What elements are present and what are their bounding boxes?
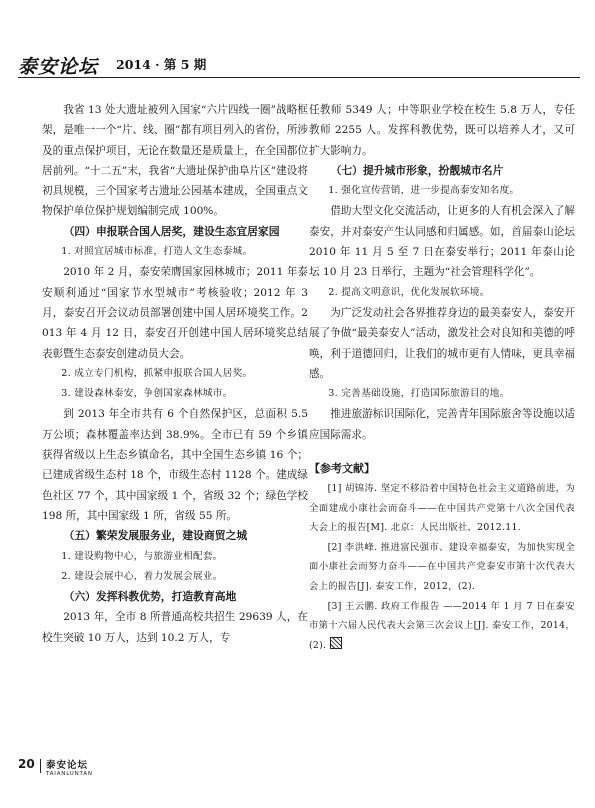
section-heading: （七）提升城市形象，扮靓城市名片 [330, 163, 504, 177]
left-column [42, 100, 308, 648]
subheading: 2. 提高文明意识，优化发展软环境。 [328, 286, 490, 298]
footer-brand-pinyin: TAIANLUNTAN [46, 771, 93, 777]
reference-item [309, 597, 575, 656]
subheading: 1. 建设购物中心，与旅游业相配套。 [61, 550, 223, 562]
journal-title: 泰安论坛 [18, 56, 99, 78]
subheading: 1. 对照宜居城市标准，打造人文生态泰城。 [61, 246, 253, 258]
subheading: 2. 建设会展中心，着力发展会展业。 [61, 570, 223, 582]
right-column [309, 100, 575, 655]
section-heading: （六）发挥科教优势，打造教育高地 [63, 590, 237, 604]
reference-text: [3] 王云鹏. 政府工作报告 ——2014 年 1 月 7 日在泰安市第十六届人民代表大会第三次会议上[J]. 泰安工作，2014，(2). [309, 600, 575, 651]
footer-divider [40, 759, 41, 773]
subheading: 3. 完善基础设施，打造国际旅游目的地。 [328, 388, 510, 400]
section-heading: （五）繁荣发展服务业，建设商贸之城 [63, 529, 248, 543]
paragraph: 为广泛发动社会各界推荐身边的最美泰安人，泰安开展了争做“最美泰安人”活动，激发社会对良知和美德的呼唤，利于道德回归，让我们的城市更有人情味，更具幸福感。 [309, 306, 575, 380]
subheading: 3. 建设森林泰安，争创国家森林城市。 [61, 388, 233, 400]
paragraph: 任教师 5349 人；中等职业学校在校生 5.8 万人，专任教师 2255 人。发挥科教优势，既可以培养人才，又可扩大影响力。 [309, 104, 575, 157]
paragraph: 2010 年 2 月，泰安荣膺国家园林城市；2011 年泰安顺利通过“国家节水型城市”考核验收；2012 年 3 月，泰安召开会议动员部署创建中国人居环境奖工作。2013 年 4 月 12 日，泰安召开创建中国人居环境奖总结表彰暨生态泰安创建动员大会。 [42, 266, 308, 360]
paragraph: 借助大型文化交流活动，让更多的人有机会深入了解泰安，并对泰安产生认同感和归属感。如，首届泰山论坛 2010 年 11 月 5 至 7 日在泰安举行；2011 年泰山论坛 10 月 23 日举行，主题为“社会管理科学化”。 [309, 205, 575, 279]
page-header [18, 52, 578, 78]
page-footer [18, 757, 218, 787]
page-number: 20 [18, 757, 35, 771]
references-title: 【参考文献】 [309, 462, 375, 476]
footer-brand: 泰安论坛 [46, 760, 89, 771]
issue-label: 2014 · 第 5 期 [116, 57, 207, 72]
paragraph: 到 2013 年全市共有 6 个自然保护区，总面积 5.5 万公顷；森林覆盖率达到 38.9%。全市已有 59 个乡镇获得省级以上生态乡镇命名，其中全国生态乡镇 16 个；已建成省级生态村 18 个，市级生态村 1128 个。建成绿色社区 77 个，其中国家级 1 个，省级 32 个；绿色学校 198 所，其中国家级 1 所，省级 55 所。 [42, 408, 308, 522]
section-heading: （四）申报联合国人居奖，建设生态宜居家园 [63, 224, 280, 238]
paragraph: 2013 年，全市 8 所普通高校共招生 29639 人，在校生突破 10 万人，达到 10.2 万人，专 [42, 611, 308, 644]
subheading: 1. 强化宣传营销，进一步提高泰安知名度。 [328, 185, 520, 197]
reference-item: [2] 李洪峰. 推进富民强市、建设幸福泰安，为加快实现全面小康社会而努力奋斗——在中国共产党泰安市第十次代表大会上的报告[J]. 泰安工作，2012，(2). [309, 541, 575, 593]
reference-item: [1] 胡锦涛. 坚定不移沿着中国特色社会主义道路前进，为全面建成小康社会而奋斗——在中国共产党第十八次全国代表大会上的报告[M]. 北京：人民出版社，2012.11. [309, 483, 575, 534]
end-mark-icon [330, 637, 342, 649]
paragraph: 我省 13 处大遗址被列入国家“六片四线一圈”战略框架，是唯一一个“片、线、圈”都有项目列入的省份，所涉及的重点保护项目，无论在数量还是质量上，在全国都位居前列。“十二五”末，我省“大遗址保护曲阜片区”建设将初具规模，三个国家考古遗址公园基本建成，全国重点文物保护单位保护规划编制完成 100%。 [42, 104, 308, 218]
header-rule [18, 77, 580, 78]
paragraph: 推进旅游标识国际化，完善青年国际旅舍等设施以适应国际需求。 [309, 408, 575, 441]
subheading: 2. 成立专门机构，抓紧申报联合国人居奖。 [61, 367, 253, 379]
